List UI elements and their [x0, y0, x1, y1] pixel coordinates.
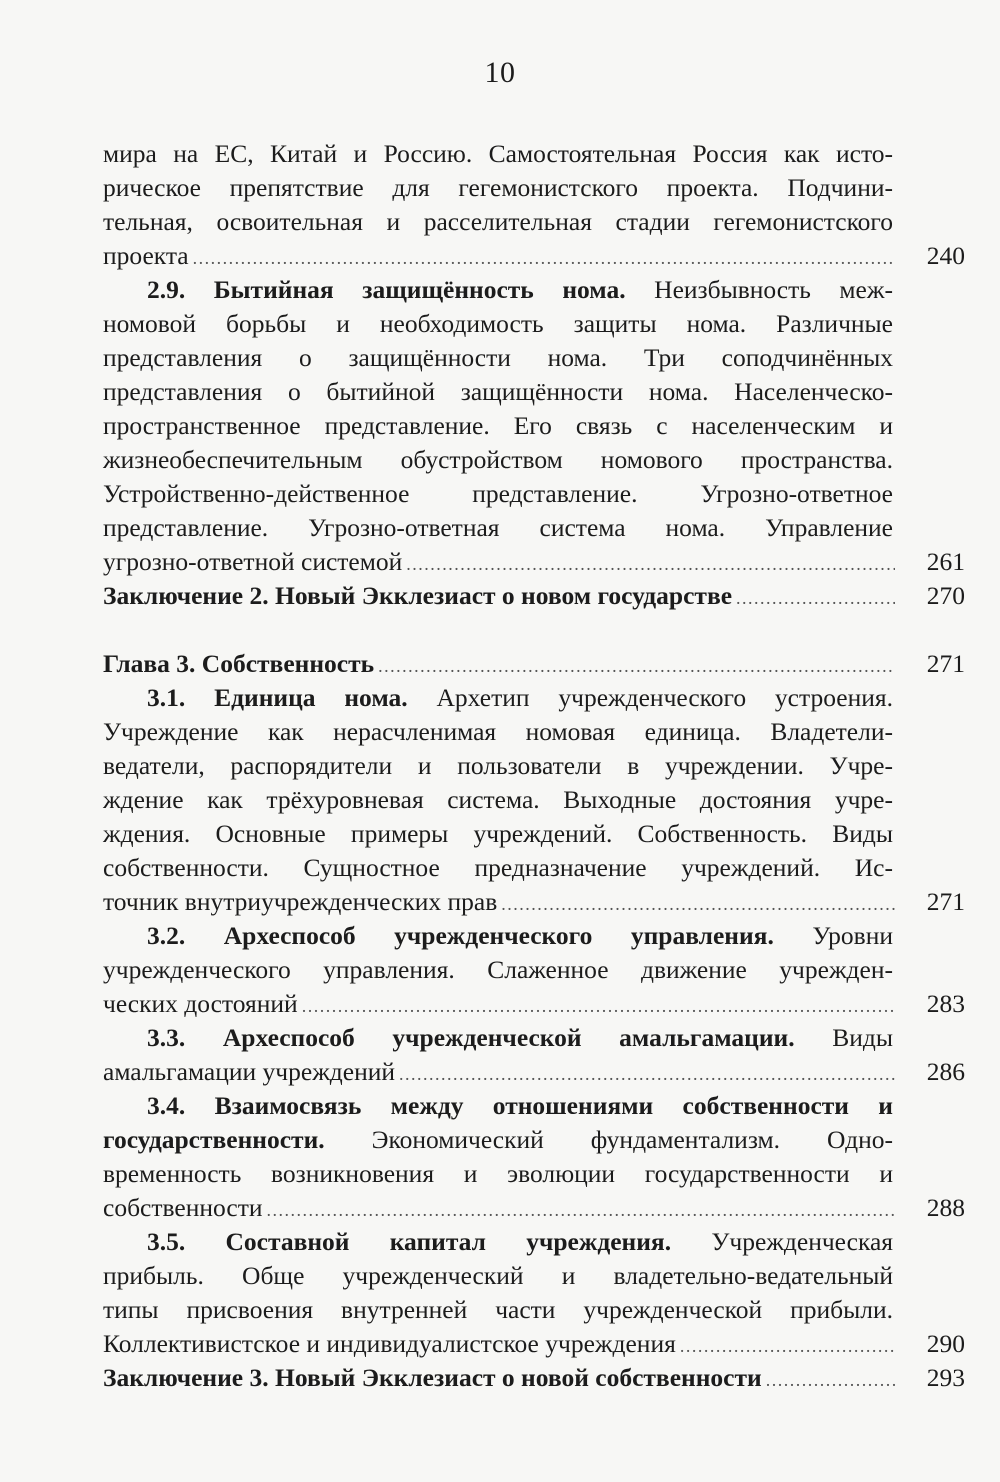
section-title-cont: государственности. [103, 1125, 325, 1154]
toc-line: типы присвоения внутренней части учрежденческой прибыли. [103, 1295, 893, 1324]
toc-line: представление. Угрозно-ответная система нома. Управление [103, 513, 893, 542]
page-ref: 270 [926, 581, 965, 610]
page-ref: 286 [926, 1057, 965, 1086]
toc-line: жизнеобеспечительным обустройством номового пространства. [103, 445, 893, 474]
toc-line: мира на ЕС, Китай и Россию. Самостоятельная Россия как исто- [103, 139, 893, 168]
toc-line: Учреждение как нерасчленимая номовая единица. Владетели- [103, 717, 893, 746]
toc-line: государственности. Экономический фундаментализм. Одно- [103, 1125, 893, 1154]
page-ref: 261 [926, 547, 965, 576]
toc-section-heading-line [103, 1089, 893, 1123]
leader-dots [501, 887, 895, 921]
section-title: 3.1. Единица нома. [147, 683, 408, 712]
leader-dots [736, 581, 895, 615]
section-title: 3.5. Составной капитал учреждения. [147, 1227, 672, 1256]
toc-line: ведатели, распорядители и пользователи в учреждении. Учре- [103, 751, 893, 780]
toc-section-heading-line: 3.3. Археспособ учрежденческой амальгамации. Виды [147, 1023, 894, 1052]
section-title: 2.9. Бытийная защищённость нома. [147, 275, 626, 304]
toc-entry-last-line: проекта . . . 240 [103, 239, 965, 273]
leader-dots [193, 241, 895, 275]
section-title: 3.4. Взаимосвязь между отношениями собственности и [147, 1091, 893, 1120]
toc-line: тельная, освоительная и расселительная стадии гегемонистского [103, 207, 893, 236]
section-title: 3.2. Археспособ учрежденческого управления. [147, 921, 774, 950]
leader-dots [406, 547, 895, 581]
spacer [103, 613, 965, 647]
toc-line: рическое препятствие для гегемонистского проекта. Подчини- [103, 173, 893, 202]
toc-line: пространственное представление. Его связь с населенческим и [103, 411, 893, 440]
toc-section-heading-line: 3.5. Составной капитал учреждения. Учрежденческая [147, 1227, 893, 1256]
page-ref: 293 [926, 1363, 965, 1392]
toc-conclusion: Заключение 3. Новый Экклезиаст о новой собственности . . . 293 [103, 1361, 965, 1395]
leader-dots [267, 1193, 896, 1227]
table-of-contents [103, 137, 965, 1395]
toc-conclusion: Заключение 2. Новый Экклезиаст о новом государстве . . . 270 [103, 579, 965, 613]
toc-entry-last-line: Коллективистское и индивидуалистское учреждения . . . 290 [103, 1327, 965, 1361]
page-number: 10 [484, 56, 516, 89]
leader-dots [766, 1363, 895, 1397]
toc-entry-last-line: ческих достояний . . . 283 [103, 987, 965, 1021]
toc-line: ждения. Основные примеры учреждений. Собственность. Виды [103, 819, 893, 848]
page-ref: 271 [926, 887, 965, 916]
toc-line: представления о защищённости нома. Три соподчинённых [103, 343, 893, 372]
toc-section-heading-line: 3.1. Единица нома. Архетип учрежденческого устроения. [147, 683, 893, 712]
section-title: 3.3. Археспособ учрежденческой амальгамации. [147, 1023, 795, 1052]
leader-dots [302, 989, 895, 1023]
page-ref: 290 [926, 1329, 965, 1358]
toc-line: собственности. Сущностное предназначение учреждений. Ис- [103, 853, 893, 882]
toc-section-heading-line: 2.9. Бытийная защищённость нома. Неизбывность меж- [147, 275, 893, 304]
toc-entry-last-line: угрозно-ответной системой . . . 261 [103, 545, 965, 579]
toc-line: представления о бытийной защищённости нома. Населенческо- [103, 377, 893, 406]
leader-dots [378, 649, 895, 683]
page-ref: 283 [926, 989, 965, 1018]
toc-line: временность возникновения и эволюции государственности и [103, 1159, 893, 1188]
toc-section-heading-line: 3.2. Археспособ учрежденческого управления. Уровни [147, 921, 893, 950]
toc-line: номовой борьбы и необходимость защиты нома. Различные [103, 309, 893, 338]
toc-chapter: Глава 3. Собственность . . . 271 [103, 647, 965, 681]
toc-line: учрежденческого управления. Слаженное движение учрежден- [103, 955, 893, 984]
toc-line: ждение как трёхуровневая система. Выходные достояния учре- [103, 785, 893, 814]
leader-dots [399, 1057, 895, 1091]
toc-entry-last-line: точник внутриучрежденческих прав . . . 271 [103, 885, 965, 919]
page-ref: 271 [926, 649, 965, 678]
page-ref: 240 [926, 241, 965, 270]
toc-line: прибыль. Обще учрежденческий и владетельно-ведательный [103, 1261, 893, 1290]
leader-dots [680, 1329, 895, 1363]
page-ref: 288 [926, 1193, 965, 1222]
toc-entry-last-line: амальгамации учреждений . . . 286 [103, 1055, 965, 1089]
toc-line: Устройственно-действенное представление. Угрозно-ответное [103, 479, 893, 508]
toc-entry-last-line: собственности . . . 288 [103, 1191, 965, 1225]
